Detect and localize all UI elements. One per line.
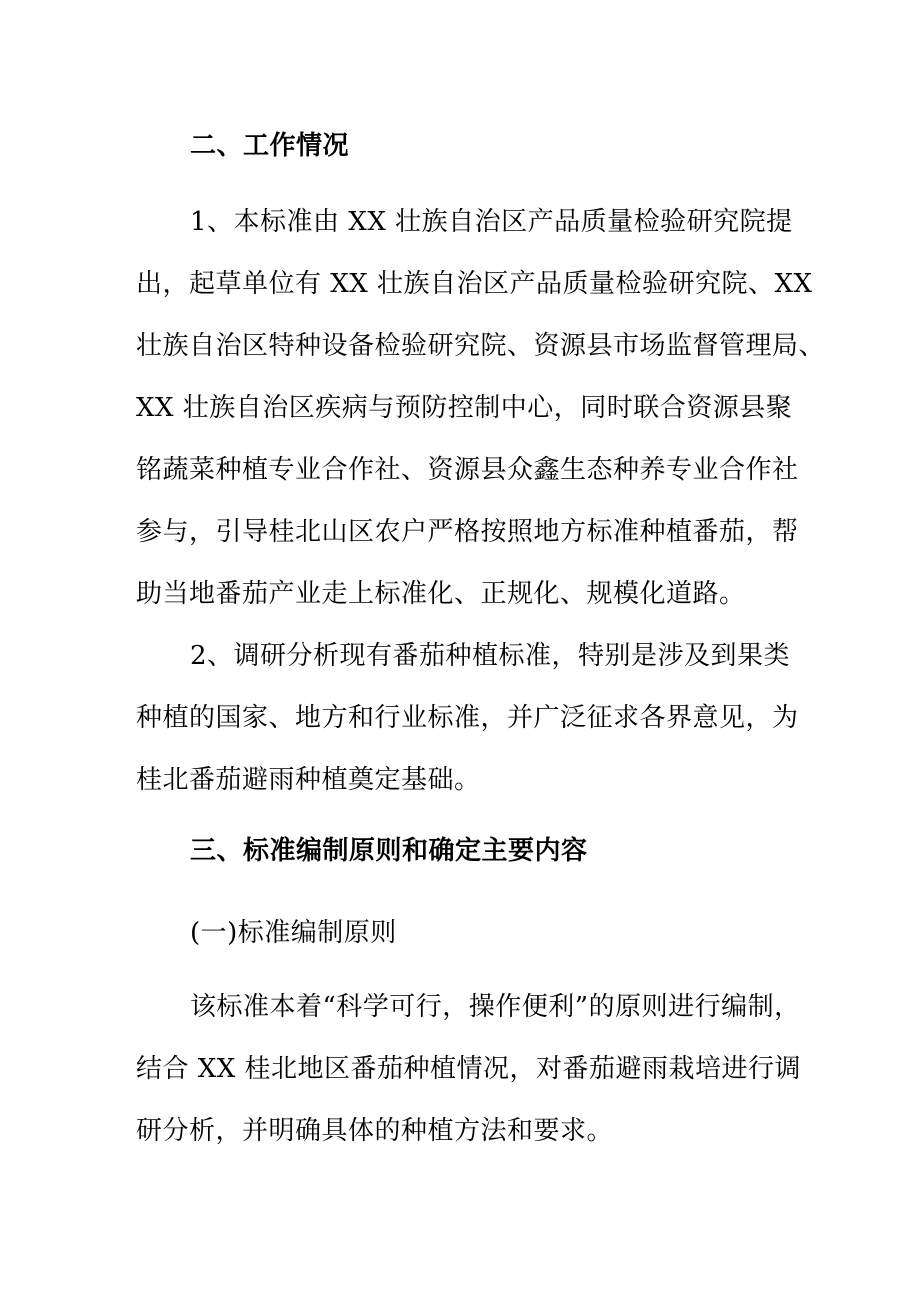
paragraph-1-line-3: 壮族自治区特种设备检验研究院、资源县市场监督管理局、 — [136, 331, 826, 361]
paragraph-2-line-2: 种植的国家、地方和行业标准，并广泛征求各界意见，为 — [136, 703, 799, 733]
paragraph-1-line-4: XX 壮族自治区疾病与预防控制中心，同时联合资源县聚 — [136, 393, 793, 423]
paragraph-1-line-1: 1、本标准由 XX 壮族自治区产品质量检验研究院提 — [190, 207, 793, 237]
paragraph-1-line-6: 参与，引导桂北山区农户严格按照地方标准种植番茄，帮 — [136, 517, 799, 547]
subsection-heading-principles: (一)标准编制原则 — [190, 918, 397, 948]
paragraph-3-line-3: 研分析，并明确具体的种植方法和要求。 — [136, 1116, 614, 1146]
section-heading-work-status: 二、工作情况 — [190, 131, 350, 161]
paragraph-3-line-2: 结合 XX 桂北地区番茄种植情况，对番茄避雨栽培进行调 — [136, 1054, 802, 1084]
section-heading-principles: 三、标准编制原则和确定主要内容 — [190, 836, 588, 866]
paragraph-1-line-5: 铭蔬菜种植专业合作社、资源县众鑫生态种养专业合作社 — [136, 455, 799, 485]
paragraph-1-line-7: 助当地番茄产业走上标准化、正规化、规模化道路。 — [136, 579, 746, 609]
paragraph-2-line-3: 桂北番茄避雨种植奠定基础。 — [136, 765, 481, 795]
paragraph-2-line-1: 2、调研分析现有番茄种植标准，特别是涉及到果类 — [190, 641, 791, 671]
paragraph-1-line-2: 出，起草单位有 XX 壮族自治区产品质量检验研究院、XX — [136, 269, 813, 299]
paragraph-3-line-1: 该标准本着“科学可行，操作便利”的原则进行编制， — [190, 992, 801, 1022]
